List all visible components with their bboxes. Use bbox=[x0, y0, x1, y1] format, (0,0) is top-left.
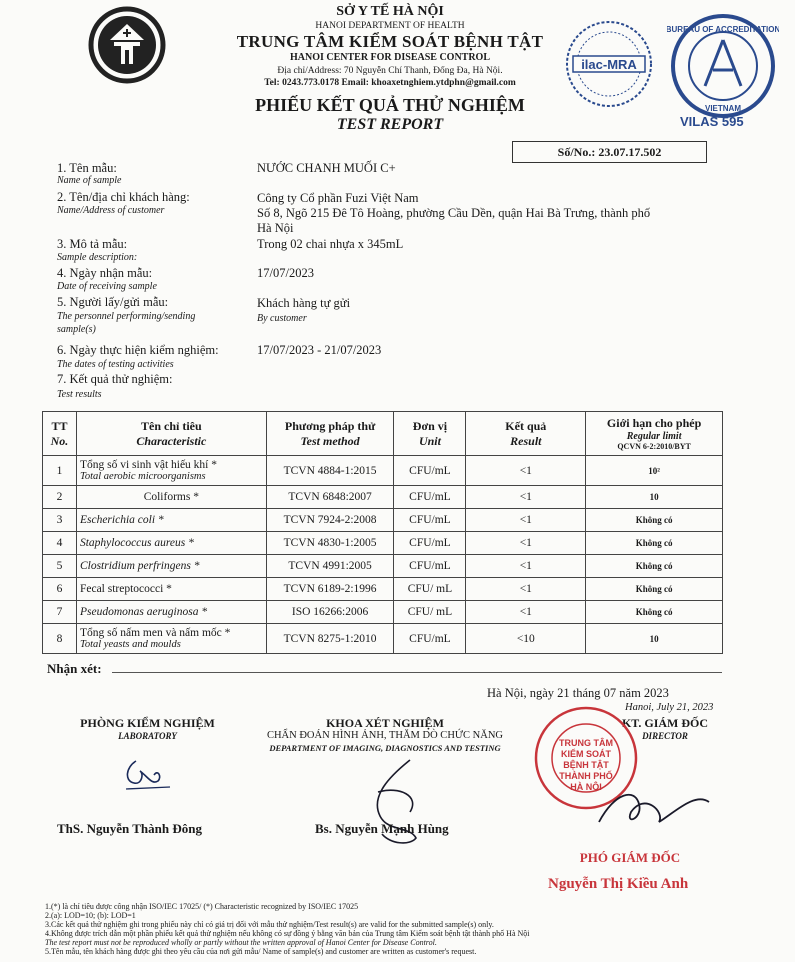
received-date: 17/07/2023 bbox=[257, 266, 314, 280]
info-label-en-5b: sample(s) bbox=[57, 324, 96, 335]
report-number: 23.07.17.502 bbox=[598, 145, 662, 159]
footnote-4: 4.Không được trích dẫn một phần phiếu kết quả thử nghiệm nếu không có sự đồng ý bằng văn bản của Trung tâm Kiểm soát bệnh tật thành phố Hà Nội bbox=[45, 929, 530, 938]
info-label-6: 6. Ngày thực hiện kiểm nghiệm: bbox=[57, 343, 219, 357]
footnote-3: 3.Các kết quả thử nghiệm ghi trong phiếu này chỉ có giá trị đối với mẫu thử nghiệm/Test result(s) are valid for the submitted sample(s) only. bbox=[45, 920, 494, 929]
table-row: 7 Pseudomonas aeruginosa * ISO 16266:2006 CFU/ mL <1 Không có bbox=[43, 601, 723, 624]
ilac-mra-seal bbox=[563, 18, 655, 110]
signer-3-title: PHÓ GIÁM ĐỐC bbox=[579, 850, 681, 865]
stamp-text: TRUNG TÂM KIỂM SOÁT BỆNH TẬT THÀNH PHỐ HÀ NỘI bbox=[559, 738, 613, 792]
seal-bureau-text: BUREAU OF ACCREDITATION bbox=[667, 25, 779, 34]
results-table bbox=[42, 411, 723, 654]
info-label-7: 7. Kết quả thử nghiệm: bbox=[57, 372, 173, 386]
hcdc-logo bbox=[88, 6, 166, 84]
info-label-3: 3. Mô tả mẫu: bbox=[57, 237, 128, 251]
customer-address-2: Hà Nội bbox=[257, 221, 294, 235]
remarks-line bbox=[112, 672, 722, 673]
lab-title: PHÒNG KIỂM NGHIỆM bbox=[80, 716, 215, 730]
director-title-en: DIRECTOR bbox=[642, 731, 688, 741]
info-label-en-6: The dates of testing activities bbox=[57, 359, 174, 370]
sign-date: Hà Nội, ngày 21 tháng 07 năm 2023 bbox=[487, 686, 669, 700]
info-label-en-4: Date of receiving sample bbox=[57, 281, 157, 292]
sender: Khách hàng tự gửi bbox=[257, 296, 351, 310]
address: Địa chỉ/Address: 70 Nguyễn Chí Thanh, Đống Đa, Hà Nội. bbox=[277, 66, 503, 76]
report-number-box bbox=[512, 141, 707, 163]
table-row: 1 Tổng số vi sinh vật hiếu khí * Total aerobic microorganisms TCVN 4884-1:2015 CFU/mL <1 10² bbox=[43, 456, 723, 486]
footnote-1: 1.(*) là chỉ tiêu được công nhận ISO/IEC 17025/ (*) Characteristic recognized by ISO/IEC 17025 bbox=[45, 902, 359, 911]
header-method: Phương pháp thử Test method bbox=[266, 412, 394, 456]
ministry-name: SỞ Y TẾ HÀ NỘI bbox=[336, 4, 444, 19]
report-title: PHIẾU KẾT QUẢ THỬ NGHIỆM bbox=[255, 95, 525, 115]
info-label-en-3: Sample description: bbox=[57, 252, 138, 263]
ministry-name-en: HANOI DEPARTMENT OF HEALTH bbox=[315, 21, 465, 31]
table-row: 8 Tổng số nấm men và nấm mốc * Total yeasts and moulds TCVN 8275-1:2010 CFU/mL <10 10 bbox=[43, 624, 723, 654]
customer-name: Công ty Cổ phần Fuzi Việt Nam bbox=[257, 191, 419, 205]
sample-name: NƯỚC CHANH MUỐI C+ bbox=[257, 161, 396, 175]
center-name: TRUNG TÂM KIỂM SOÁT BỆNH TẬT bbox=[236, 32, 544, 51]
seal-vietnam-text: VIETNAM bbox=[705, 104, 741, 113]
dept-title-2: CHẨN ĐOÁN HÌNH ẢNH, THĂM DÒ CHỨC NĂNG bbox=[266, 730, 504, 741]
header-characteristic: Tên chỉ tiêu Characteristic bbox=[76, 412, 266, 456]
table-row: 4 Staphylococcus aureus * TCVN 4830-1:2005 CFU/mL <1 Không có bbox=[43, 532, 723, 555]
customer-address: Số 8, Ngõ 215 Đê Tô Hoàng, phường Cầu Dền, quận Hai Bà Trưng, thành phố bbox=[257, 206, 651, 220]
table-header-row bbox=[43, 412, 723, 456]
signer-1-name: ThS. Nguyễn Thành Đông bbox=[57, 821, 202, 836]
footnote-4-en: The test report must not be reproduced wholly or partly without the written approval of Hanoi Center for Disease Control. bbox=[45, 938, 437, 947]
footnote-5: 5.Tên mẫu, tên khách hàng được ghi theo yêu cầu của nơi gửi mẫu/ Name of sample(s) and customer are written as customer's request. bbox=[45, 947, 477, 956]
signature-1 bbox=[118, 755, 178, 800]
header-limit: Giới hạn cho phép Regular limit QCVN 6-2:2010/BYT bbox=[586, 412, 723, 456]
signer-3-name: Nguyễn Thị Kiều Anh bbox=[548, 876, 689, 892]
header-result: Kết quả Result bbox=[466, 412, 586, 456]
header-no: TT No. bbox=[43, 412, 77, 456]
boa-seal bbox=[667, 10, 779, 122]
info-label-en-7: Test results bbox=[57, 389, 102, 400]
testing-dates: 17/07/2023 - 21/07/2023 bbox=[257, 343, 382, 357]
info-label-1: 1. Tên mẫu: bbox=[57, 161, 117, 175]
info-label-5: 5. Người lấy/gửi mẫu: bbox=[57, 295, 169, 309]
footnote-2: 2.(a): LOD=10; (b): LOD=1 bbox=[45, 911, 136, 920]
director-title: KT. GIÁM ĐỐC bbox=[621, 716, 709, 730]
table-row: 6 Fecal streptococci * TCVN 6189-2:1996 CFU/ mL <1 Không có bbox=[43, 578, 723, 601]
center-name-en: HANOI CENTER FOR DISEASE CONTROL bbox=[289, 52, 491, 63]
info-label-2: 2. Tên/địa chỉ khách hàng: bbox=[57, 190, 190, 204]
dept-title: KHOA XÉT NGHIỆM bbox=[326, 716, 444, 730]
table-row: 2 Coliforms * TCVN 6848:2007 CFU/mL <1 10 bbox=[43, 486, 723, 509]
contact: Tel: 0243.773.0178 Email: khoaxetnghiem.ytdphn@gmail.com bbox=[264, 78, 516, 88]
report-number-label: Số/No.: bbox=[557, 145, 596, 159]
signature-3 bbox=[595, 782, 715, 837]
remarks-label: Nhận xét: bbox=[47, 661, 102, 676]
sample-description: Trong 02 chai nhựa x 345mL bbox=[257, 237, 404, 251]
info-label-en-5: The personnel performing/sending bbox=[57, 311, 196, 322]
seal-mra-text: ilac-MRA bbox=[581, 57, 637, 72]
signature-2 bbox=[350, 756, 440, 856]
table-row: 5 Clostridium perfringens * TCVN 4991:2005 CFU/mL <1 Không có bbox=[43, 555, 723, 578]
report-title-en: TEST REPORT bbox=[336, 116, 444, 133]
signer-2-name: Bs. Nguyễn Mạnh Hùng bbox=[315, 821, 449, 836]
dept-title-en: DEPARTMENT OF IMAGING, DIAGNOSTICS AND TESTING bbox=[269, 743, 501, 753]
table-row: 3 Escherichia coli * TCVN 7924-2:2008 CFU/mL <1 Không có bbox=[43, 509, 723, 532]
sender-en: By customer bbox=[257, 313, 307, 324]
lab-title-en: LABORATORY bbox=[118, 731, 177, 741]
header-unit: Đơn vị Unit bbox=[394, 412, 466, 456]
info-label-4: 4. Ngày nhận mẫu: bbox=[57, 266, 153, 280]
info-label-en-1: Name of sample bbox=[57, 175, 122, 186]
vilas-code: VILAS 595 bbox=[680, 114, 744, 129]
sign-date-en: Hanoi, July 21, 2023 bbox=[625, 702, 714, 713]
info-label-en-2: Name/Address of customer bbox=[57, 205, 165, 216]
